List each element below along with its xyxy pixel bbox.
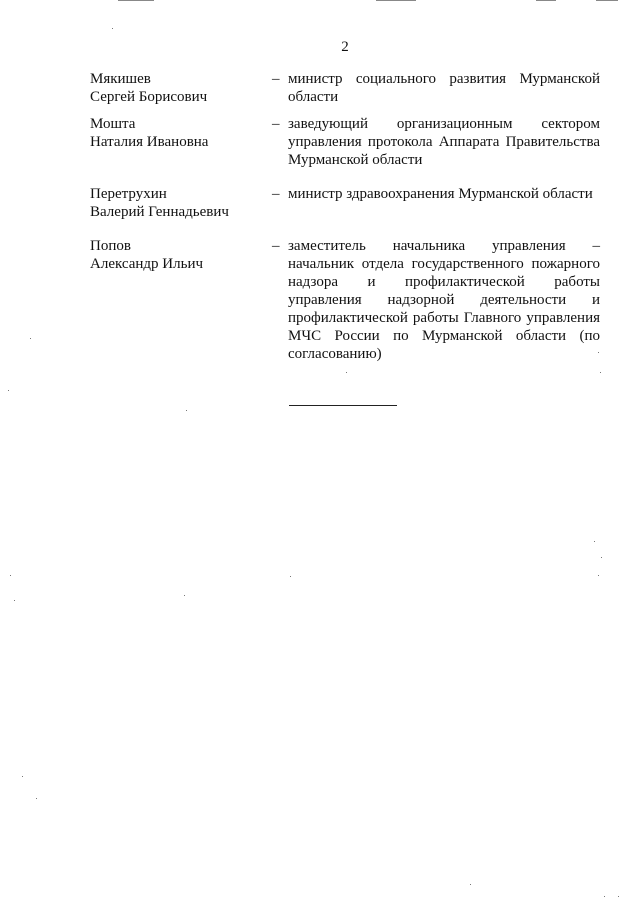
scan-artifact <box>376 0 416 1</box>
scan-artifact <box>346 372 347 373</box>
scan-artifact <box>118 0 154 1</box>
position-description: министр здравоохранения Мурманской области <box>288 186 593 202</box>
page-number: 2 <box>341 39 349 55</box>
scan-artifact <box>10 575 11 576</box>
scan-artifact <box>601 557 602 558</box>
scan-artifact <box>598 352 599 353</box>
scan-artifact <box>184 595 185 596</box>
person-name <box>90 115 265 151</box>
scan-artifact <box>186 410 187 411</box>
surname: Мякишев <box>90 71 151 87</box>
given-names: Валерий Геннадьевич <box>90 204 229 220</box>
scan-artifact <box>22 776 23 777</box>
dash: – <box>272 116 280 132</box>
scan-artifact <box>596 0 618 1</box>
scan-artifact <box>598 575 599 576</box>
dash: – <box>272 238 280 254</box>
scan-artifact <box>536 0 556 1</box>
scan-artifact <box>290 576 291 577</box>
scan-artifact <box>30 338 31 339</box>
scan-artifact <box>594 541 595 542</box>
person-name <box>90 237 265 273</box>
scan-artifact <box>8 390 9 391</box>
scan-artifact <box>112 28 113 29</box>
position-description: заведующий организационным сектором управления протокола Аппарата Правительства Мурманской области <box>288 116 600 168</box>
end-divider <box>289 405 397 406</box>
dash: – <box>272 186 280 202</box>
scan-artifact <box>14 600 15 601</box>
given-names: Наталия Ивановна <box>90 134 209 150</box>
scan-artifact <box>604 896 605 897</box>
surname: Попов <box>90 238 131 254</box>
person-name <box>90 185 265 221</box>
scan-artifact <box>470 884 471 885</box>
surname: Перетрухин <box>90 186 167 202</box>
given-names: Сергей Борисович <box>90 89 208 105</box>
dash: – <box>272 71 280 87</box>
position-description: заместитель начальника управления – начальник отдела государственного пожарного надзора и профилактической работы управления надзорной деятельности и профилактической работы Главного управления МЧС России по Мурманской области (по согласованию) <box>288 238 600 362</box>
position-description: министр социального развития Мурманской области <box>288 71 600 105</box>
scan-artifact <box>36 798 37 799</box>
surname: Мошта <box>90 116 136 132</box>
given-names: Александр Ильич <box>90 256 204 272</box>
scan-artifact <box>600 372 601 373</box>
scan-artifact <box>618 896 619 897</box>
person-name <box>90 70 265 106</box>
